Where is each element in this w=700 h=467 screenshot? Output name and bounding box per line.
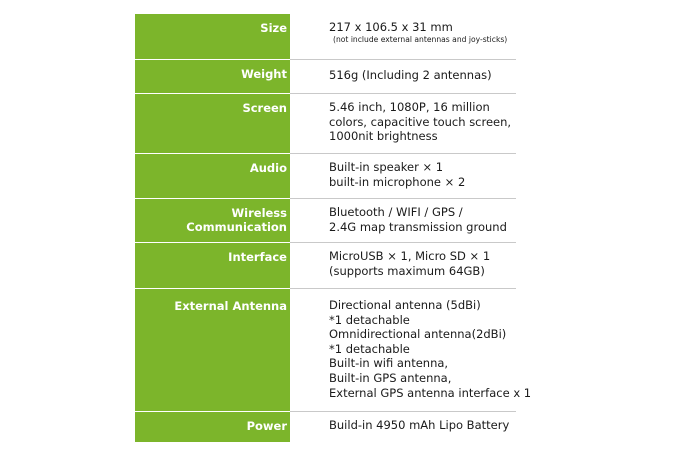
spec-row-size: [135, 14, 516, 60]
spec-value-line: colors, capacitive touch screen,: [329, 114, 512, 129]
spec-label: Interface: [135, 243, 290, 289]
spec-table: [135, 14, 532, 442]
spec-value-line: Built-in speaker × 1: [329, 160, 444, 174]
spec-value-line: (supports maximum 64GB): [329, 263, 485, 278]
spec-value-line: Built-in wifi antenna,: [329, 356, 449, 371]
spec-row-power: [135, 412, 516, 442]
spec-label: Weight: [135, 60, 290, 94]
spec-value-line: 2.4G map transmission ground: [329, 219, 507, 234]
spec-value: [290, 154, 516, 198]
spec-label: Power: [135, 412, 290, 442]
spec-value-line: Bluetooth / WIFI / GPS /: [329, 205, 463, 219]
spec-value: [290, 60, 516, 93]
spec-label: External Antenna: [135, 289, 290, 412]
spec-value: [290, 243, 516, 288]
spec-value-line: 1000nit brightness: [329, 129, 438, 144]
spec-row-audio: [135, 154, 516, 199]
spec-row-external-antenna: [135, 289, 532, 412]
spec-value: [290, 199, 516, 242]
spec-row-weight: [135, 60, 516, 94]
spec-value-line: built-in microphone × 2: [329, 174, 466, 189]
spec-row-screen: [135, 94, 516, 154]
spec-label: Audio: [135, 154, 290, 199]
spec-value: [290, 14, 516, 59]
spec-value: [290, 289, 531, 411]
spec-value-line: Omnidirectional antenna(2dBi): [329, 327, 507, 342]
spec-value: [290, 94, 516, 153]
spec-label: Size: [135, 14, 290, 60]
spec-row-interface: [135, 243, 516, 289]
spec-value-line: *1 detachable: [329, 341, 410, 356]
spec-value-line: 516g (Including 2 antennas): [329, 68, 492, 82]
spec-value-line: Directional antenna (5dBi): [329, 298, 481, 312]
spec-value-line: External GPS antenna interface x 1: [329, 385, 532, 400]
spec-value-line: Build-in 4950 mAh Lipo Battery: [329, 418, 510, 432]
spec-value-line: MicroUSB × 1, Micro SD × 1: [329, 249, 491, 263]
spec-row-wireless: [135, 199, 516, 243]
spec-value-note: (not include external antennas and joy-sticks): [333, 34, 508, 44]
spec-value: [290, 412, 516, 442]
spec-label: Screen: [135, 94, 290, 154]
spec-value-line: 217 x 106.5 x 31 mm: [329, 20, 453, 34]
spec-value-line: *1 detachable: [329, 312, 410, 327]
spec-label: Wireless Communication: [135, 199, 290, 243]
spec-value-line: 5.46 inch, 1080P, 16 million: [329, 100, 490, 114]
spec-value-line: Built-in GPS antenna,: [329, 370, 452, 385]
